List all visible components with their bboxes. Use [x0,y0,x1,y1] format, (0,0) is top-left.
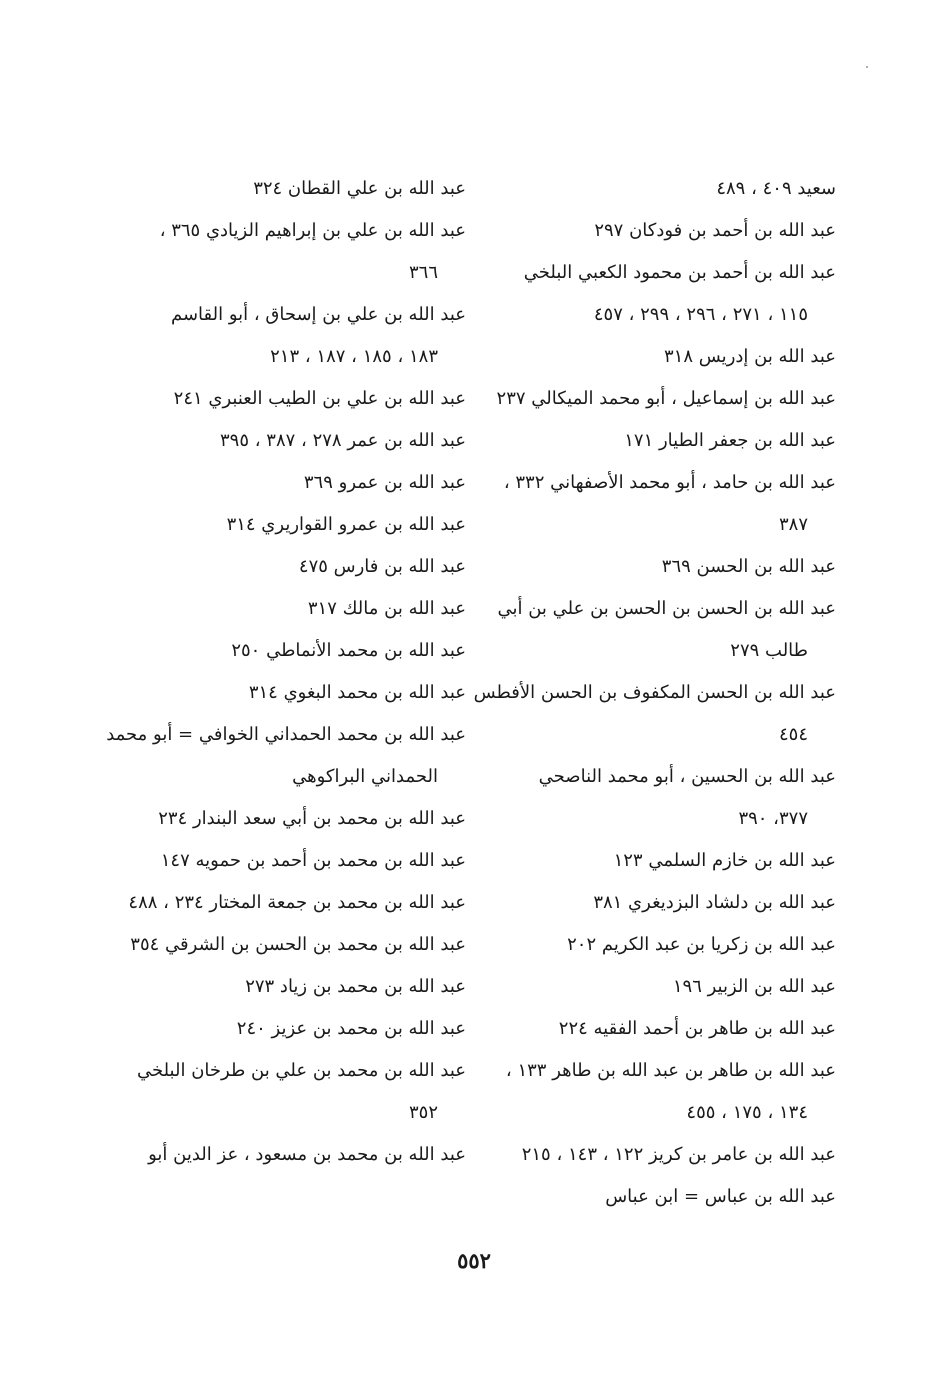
index-entry [111,882,466,924]
index-entry [486,756,836,840]
index-entry [111,420,466,462]
index-entry-continuation: طالب ٢٧٩ [730,640,808,661]
index-entry-line: عبد الله بن خازم السلمي ١٢٣ [613,850,836,871]
index-entry-line: عبد الله بن إسماعيل ، أبو محمد الميكالي ٢٣٧ [496,388,836,409]
index-entry-line: عبد الله بن جعفر الطيار ١٧١ [624,430,836,451]
index-entry-line: عبد الله بن أحمد بن محمود الكعبي البلخي [523,262,836,283]
index-entry-line: عبد الله بن محمد الأنماطي ٢٥٠ [231,640,466,661]
index-entry-line: عبد الله بن إدريس ٣١٨ [664,346,836,367]
index-entry [486,168,836,210]
index-entry-line: عبد الله بن محمد بن عزيز ٢٤٠ [236,1018,466,1039]
index-entry [111,630,466,672]
index-entry-continuation: الحمداني البراكوهي [292,766,438,787]
index-entry-line: عبد الله بن أحمد بن فودكان ٢٩٧ [594,220,836,241]
index-entry-line: عبد الله بن محمد بن علي بن طرخان البلخي [136,1060,466,1081]
index-entry-line: عبد الله بن محمد الحمداني الخوافي = أبو محمد [106,724,466,745]
index-entry-line: عبد الله بن زكريا بن عبد الكريم ٢٠٢ [567,934,836,955]
index-entry-line: عبد الله بن الحسين ، أبو محمد الناصحي [538,766,836,787]
index-entry [486,462,836,546]
index-entry-line: عبد الله بن محمد بن جمعة المختار ٢٣٤ ، ٤٨٨ [128,892,466,913]
index-entry-line: عبد الله بن طاهر بن عبد الله بن طاهر ١٣٣ ، [505,1060,836,1081]
index-entry [486,840,836,882]
index-entry [486,1050,836,1134]
index-entry-line: عبد الله بن علي بن إبراهيم الزيادي ٣٦٥ ، [159,220,466,241]
index-entry [111,840,466,882]
index-column-right [473,168,836,1218]
index-entry-line: عبد الله بن مالك ٣١٧ [307,598,466,619]
index-entry [111,378,466,420]
index-entry [111,588,466,630]
index-entry [486,924,836,966]
index-entry-line: عبد الله بن الزبير ١٩٦ [672,976,836,997]
index-entry-continuation: ٣٥٢ [408,1102,438,1123]
index-entry-line: عبد الله بن الحسن ٣٦٩ [661,556,836,577]
index-entry-line: عبد الله بن محمد بن الحسن بن الشرقي ٣٥٤ [130,934,466,955]
index-entry [106,714,466,798]
index-entry [486,378,836,420]
index-entry [111,462,466,504]
page-number: ٥٥٢ [457,1248,491,1273]
index-entry [486,1176,836,1218]
index-entry-line: عبد الله بن علي بن الطيب العنبري ٢٤١ [173,388,466,409]
index-entry [486,546,836,588]
index-entry [486,1134,836,1176]
index-entry-line: عبد الله بن عمرو ٣٦٩ [303,472,466,493]
index-entry-line: عبد الله بن محمد بن زياد ٢٧٣ [245,976,466,997]
index-entry [486,1008,836,1050]
index-entry-line: عبد الله بن الحسن المكفوف بن الحسن الأفطس [473,682,836,703]
index-entry-line: عبد الله بن طاهر بن أحمد الفقيه ٢٢٤ [558,1018,836,1039]
index-entry [111,546,466,588]
index-entry [111,924,466,966]
index-entry-line: عبد الله بن دلشاد البزديغري ٣٨١ [593,892,836,913]
index-entry [111,1008,466,1050]
index-entry [486,252,836,336]
index-entry-line: عبد الله بن علي القطان ٣٢٤ [253,178,466,199]
index-entry [473,672,836,756]
scan-speck [866,66,868,68]
index-entry-line: عبد الله بن فارس ٤٧٥ [298,556,466,577]
index-entry [111,1134,466,1176]
index-entry-continuation: ١١٥ ، ٢٧١ ، ٢٩٦ ، ٢٩٩ ، ٤٥٧ [593,304,808,325]
index-entry [486,336,836,378]
index-entry-line: عبد الله بن علي بن إسحاق ، أبو القاسم [170,304,466,325]
index-entry-continuation: ١٨٣ ، ١٨٥ ، ١٨٧ ، ٢١٣ [270,346,438,367]
index-entry [111,294,466,378]
index-entry-line: عبد الله بن عمر ٢٧٨ ، ٣٨٧ ، ٣٩٥ [220,430,466,451]
index-entry-line: عبد الله بن الحسن بن الحسن بن علي بن أبي [497,598,836,619]
index-entry-line: عبد الله بن حامد ، أبو محمد الأصفهاني ٣٣٢ ، [503,472,836,493]
index-entry-line: عبد الله بن عامر بن كريز ١٢٢ ، ١٤٣ ، ٢١٥ [521,1144,836,1165]
index-entry [486,588,836,672]
index-entry [486,882,836,924]
index-entry-line: عبد الله بن محمد بن مسعود ، عز الدين أبو [148,1144,466,1165]
index-column-left [106,168,466,1176]
index-entry [111,210,466,294]
index-entry-continuation: ٣٨٧ [778,514,808,535]
index-entry [111,1050,466,1134]
index-entry-continuation: ٣٦٦ [408,262,438,283]
index-entry [111,798,466,840]
index-entry-continuation: ٣٧٧، ٣٩٠ [738,808,808,829]
index-entry-line: عبد الله بن محمد بن أحمد بن حمويه ١٤٧ [160,850,466,871]
index-entry-line: عبد الله بن محمد البغوي ٣١٤ [248,682,466,703]
index-entry-line: عبد الله بن عمرو القواريري ٣١٤ [226,514,466,535]
index-entry [486,210,836,252]
index-entry-line: عبد الله بن محمد بن أبي سعد البندار ٢٣٤ [158,808,466,829]
index-entry [486,420,836,462]
index-entry-line: عبد الله بن عباس = ابن عباس [605,1186,836,1207]
index-entry [111,504,466,546]
index-entry [111,966,466,1008]
index-entry-continuation: ٤٥٤ [778,724,808,745]
index-entry-continuation: ١٣٤ ، ١٧٥ ، ٤٥٥ [686,1102,808,1123]
index-entry-line: سعيد ٤٠٩ ، ٤٨٩ [716,178,836,199]
index-entry [111,672,466,714]
index-entry [111,168,466,210]
index-entry [486,966,836,1008]
